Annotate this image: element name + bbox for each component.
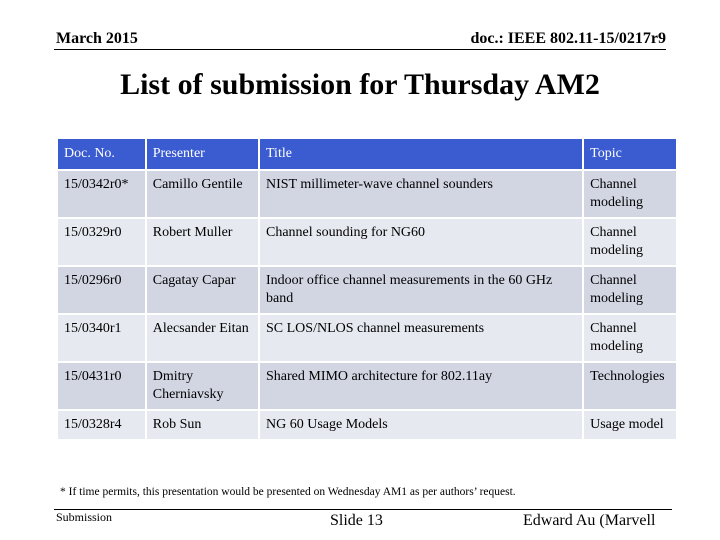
footer-author: Edward Au (Marvell xyxy=(523,512,656,529)
table-row xyxy=(58,315,676,361)
header-title: Title xyxy=(260,139,582,169)
cell-doc-no: 15/0328r4 xyxy=(58,411,145,439)
cell-presenter: Rob Sun xyxy=(147,411,258,439)
cell-presenter: Alecsander Eitan xyxy=(147,315,258,361)
table-row xyxy=(58,363,676,409)
footer-submission: Submission xyxy=(56,510,113,524)
submission-table xyxy=(56,137,678,441)
table-row xyxy=(58,411,676,439)
header-presenter: Presenter xyxy=(147,139,258,169)
table-row xyxy=(58,267,676,313)
table-row xyxy=(58,219,676,265)
cell-title: SC LOS/NLOS channel measurements xyxy=(260,315,582,361)
cell-topic: Channel modeling xyxy=(584,219,676,265)
cell-doc-no: 15/0296r0 xyxy=(58,267,145,313)
cell-topic: Channel modeling xyxy=(584,171,676,217)
cell-topic: Channel modeling xyxy=(584,267,676,313)
header-date: March 2015 xyxy=(56,30,138,47)
footnote: * If time permits, this presentation would be presented on Wednesday AM1 as per authors’ request. xyxy=(60,486,516,498)
cell-topic: Technologies xyxy=(584,363,676,409)
cell-presenter: Cagatay Capar xyxy=(147,267,258,313)
cell-topic: Channel modeling xyxy=(584,315,676,361)
cell-title: NG 60 Usage Models xyxy=(260,411,582,439)
cell-presenter: Camillo Gentile xyxy=(147,171,258,217)
header-doc-no: Doc. No. xyxy=(58,139,145,169)
cell-doc-no: 15/0340r1 xyxy=(58,315,145,361)
table-header-row xyxy=(58,139,676,169)
cell-title: Shared MIMO architecture for 802.11ay xyxy=(260,363,582,409)
cell-doc-no: 15/0342r0* xyxy=(58,171,145,217)
header-topic: Topic xyxy=(584,139,676,169)
cell-topic: Usage model xyxy=(584,411,676,439)
cell-presenter: Robert Muller xyxy=(147,219,258,265)
header-divider xyxy=(54,49,666,50)
cell-title: NIST millimeter-wave channel sounders xyxy=(260,171,582,217)
footer-slide-number: Slide 13 xyxy=(330,512,383,529)
header-doc-id: doc.: IEEE 802.11-15/0217r9 xyxy=(470,30,666,47)
cell-title: Indoor office channel measurements in the 60 GHz band xyxy=(260,267,582,313)
cell-presenter: Dmitry Cherniavsky xyxy=(147,363,258,409)
slide-title: List of submission for Thursday AM2 xyxy=(120,68,600,101)
footer-divider xyxy=(54,509,672,510)
cell-doc-no: 15/0431r0 xyxy=(58,363,145,409)
cell-doc-no: 15/0329r0 xyxy=(58,219,145,265)
table-row xyxy=(58,171,676,217)
cell-title: Channel sounding for NG60 xyxy=(260,219,582,265)
